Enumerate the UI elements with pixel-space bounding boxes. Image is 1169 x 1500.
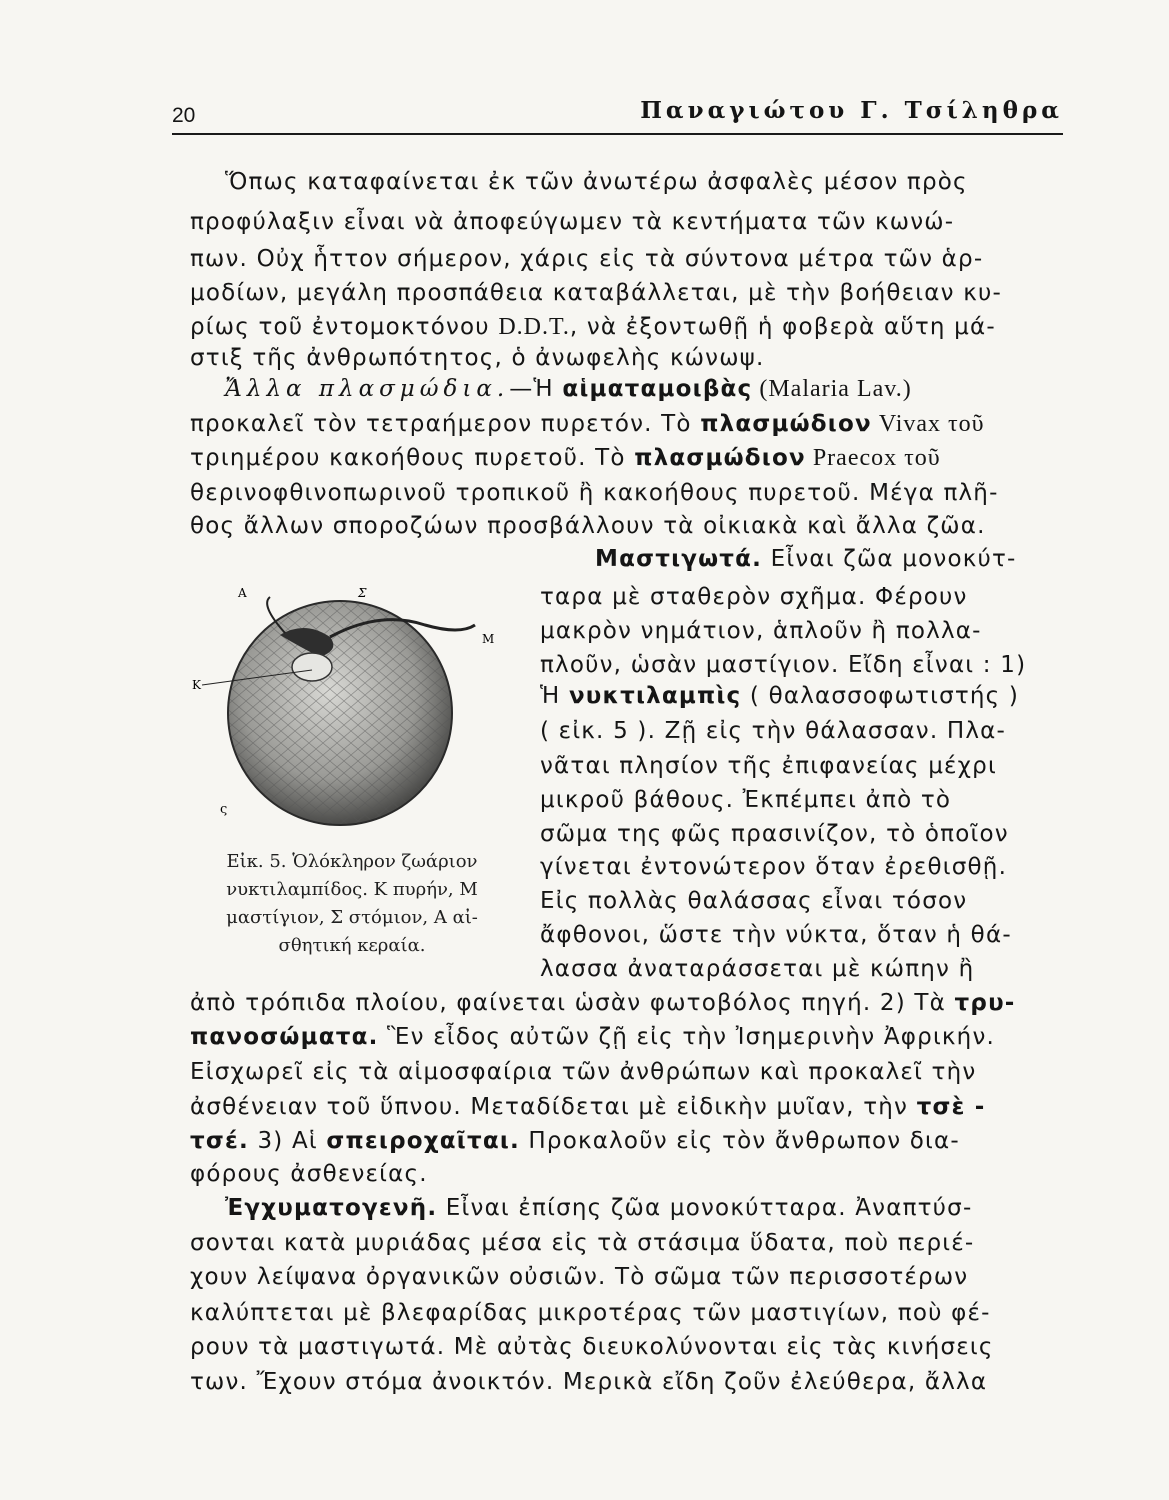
term-bold: τρυ- (954, 990, 1016, 1016)
text-line: πλοῦν, ὡσὰν μαστίγιον. Εἴδη εἶναι : 1) (540, 652, 1027, 678)
caption-line: μαστίγιον, Σ στόμιον, Α αἰ- (226, 907, 478, 928)
term-bold: τσέ. (190, 1128, 249, 1154)
term-bold: νυκτιλαμπὶς (568, 683, 742, 709)
text-line: σῶμα της φῶς πρασινίζον, τὸ ὁποῖον (540, 821, 1009, 847)
text-line: στιξ τῆς ἀνθρωπότητος, ὁ ἀνωφελὴς κώνωψ. (190, 345, 765, 371)
latin-name: (Malaria Lav.) (752, 376, 912, 402)
running-head: Παναγιώτου Γ. Τσίληθρα (640, 97, 1063, 124)
text-line: ρουν τὰ μαστιγωτά. Μὲ αὐτὰς διευκολύνονται εἰς τὰς κινήσεις (190, 1334, 994, 1360)
text-line (225, 375, 912, 403)
page-number: 20 (172, 104, 196, 127)
text-line: φόρους ἀσθενείας. (190, 1161, 428, 1187)
text-line: μικροῦ βάθους. Ἐκπέμπει ἀπὸ τὸ (540, 787, 952, 813)
figure-caption (182, 848, 522, 960)
figure-label-a: Α (238, 586, 247, 600)
section-heading: Μαστιγωτά. (595, 546, 763, 572)
text-span: Ἓν εἶδος αὐτῶν ζῇ εἰς τὴν Ἰσημερινὴν Ἀφρικήν. (378, 1024, 996, 1050)
text-span: Εἶναι ζῶα μονοκύτ- (762, 546, 1017, 572)
text-line: Εἰσχωρεῖ εἰς τὰ αἱμοσφαίρια τῶν ἀνθρώπων καὶ προκαλεῖ τὴν (190, 1059, 977, 1085)
text-line: καλύπτεται μὲ βλεφαρίδας μικροτέρας τῶν μαστιγίων, ποὺ φέ- (190, 1300, 991, 1326)
text-line: λασσα ἀναταράσσεται μὲ κώπην ἢ (540, 956, 975, 982)
text-line (190, 1093, 986, 1121)
text-span: προκαλεῖ τὸν τετραήμερον πυρετόν. Τὸ (190, 411, 701, 437)
text-line: των. Ἔχουν στόμα ἀνοικτόν. Μερικὰ εἴδη ζοῦν ἐλεύθερα, ἄλλα (190, 1369, 988, 1395)
text-line (540, 682, 1019, 710)
figure-noctiluca (190, 575, 510, 855)
text-span: ρίως τοῦ ἐντομοκτόνου (190, 314, 499, 340)
term-bold: σπειροχαῖται. (326, 1128, 520, 1154)
latin-name: Vivax τοῦ (871, 411, 985, 437)
text-line: ( εἰκ. 5 ). Ζῇ εἰς τὴν θάλασσαν. Πλα- (540, 718, 1007, 744)
text-line (190, 410, 985, 438)
text-span: ( θαλασσοφωτιστής ) (741, 683, 1020, 709)
header-rule (172, 133, 1063, 135)
text-line: νᾶται πλησίον τῆς ἐπιφανείας μέχρι (540, 753, 997, 779)
noctiluca-illustration (190, 575, 510, 855)
text-line (190, 1023, 995, 1051)
section-heading: Ἄλλα πλασμώδια. (225, 376, 510, 402)
text-line (595, 545, 1017, 573)
text-line: μακρὸν νημάτιον, ἁπλοῦν ἢ πολλα- (540, 618, 982, 644)
text-span: Ἡ (540, 683, 569, 709)
text-line (190, 989, 1016, 1017)
cell-mesh (228, 601, 452, 825)
figure-label-m: Μ (482, 632, 495, 646)
figure-label-bottom: ς (220, 802, 228, 817)
figure-label-s: Σ (358, 586, 367, 600)
text-line: Εἰς πολλὰς θαλάσσας εἶναι τόσον (540, 888, 968, 914)
text-span: Προκαλοῦν εἰς τὸν ἄνθρωπον δια- (519, 1128, 960, 1154)
text-line (225, 1194, 972, 1222)
text-line (190, 313, 996, 341)
text-span: Εἶναι ἐπίσης ζῶα μονοκύτταρα. Ἀναπτύσ- (437, 1195, 973, 1221)
text-line: προφύλαξιν εἶναι νὰ ἀποφεύγωμεν τὰ κεντήματα τῶν κωνώ- (190, 209, 955, 235)
section-heading: Ἐγχυματογενῆ. (225, 1195, 438, 1221)
text-span: 3) Αἱ (248, 1128, 327, 1154)
nucleus (292, 653, 332, 681)
text-line (190, 444, 941, 472)
term-bold: τσὲ - (916, 1094, 986, 1120)
term-bold: αἱματαμοιβὰς (562, 376, 753, 402)
text-span: ἀπὸ τρόπιδα πλοίου, φαίνεται ὡσὰν φωτοβόλος πηγή. 2) Τὰ (190, 990, 955, 1016)
text-line: θος ἄλλων σποροζώων προσβάλλουν τὰ οἰκιακὰ καὶ ἄλλα ζῶα. (190, 513, 986, 539)
text-line: γίνεται ἐντονώτερον ὅταν ἐρεθισθῇ. (540, 854, 1008, 880)
latin-name: Praecox τοῦ (805, 445, 941, 471)
text-line: σονται κατὰ μυριάδας μέσα εἰς τὰ στάσιμα ὕδατα, ποὺ περιέ- (190, 1230, 975, 1256)
ddt-term: D.D.T. (498, 314, 570, 340)
term-bold: πλασμώδιον (700, 411, 872, 437)
term-bold: πλασμώδιον (634, 445, 806, 471)
text-line: χουν λείψανα ὀργανικῶν οὐσιῶν. Τὸ σῶμα τῶν περισσοτέρων (190, 1264, 969, 1290)
text-line (190, 1127, 960, 1155)
caption-line: σθητική κεραία. (278, 935, 426, 956)
text-line: ταρα μὲ σταθερὸν σχῆμα. Φέρουν (540, 584, 968, 610)
text-line: Ὅπως καταφαίνεται ἐκ τῶν ἀνωτέρω ἀσφαλὲς μέσον πρὸς (225, 169, 968, 195)
text-line: ἄφθονοι, ὥστε τὴν νύκτα, ὅταν ἡ θά- (540, 922, 1012, 948)
caption-line: νυκτιλαμπίδος. Κ πυρήν, Μ (226, 879, 478, 900)
text-span: —Ἡ (509, 376, 563, 402)
text-span: ἀσθένειαν τοῦ ὕπνου. Μεταδίδεται μὲ εἰδικὴν μυῖαν, τὴν (190, 1094, 917, 1120)
text-line: θερινοφθινοπωρινοῦ τροπικοῦ ἢ κακοήθους πυρετοῦ. Μέγα πλῆ- (190, 480, 999, 506)
caption-line: Εἰκ. 5. Ὁλόκληρον ζωάριον (226, 851, 478, 872)
text-span: τριημέρου κακοήθους πυρετοῦ. Τὸ (190, 445, 635, 471)
text-line: μοδίων, μεγάλη προσπάθεια καταβάλλεται, μὲ τὴν βοήθειαν κυ- (190, 280, 1002, 306)
figure-label-k: Κ (192, 678, 201, 692)
text-span: , νὰ ἐξοντωθῇ ἡ φοβερὰ αὕτη μά- (569, 314, 996, 340)
text-line: πων. Οὐχ ἧττον σήμερον, χάρις εἰς τὰ σύντονα μέτρα τῶν ἁρ- (190, 246, 984, 272)
term-bold: πανοσώματα. (190, 1024, 379, 1050)
